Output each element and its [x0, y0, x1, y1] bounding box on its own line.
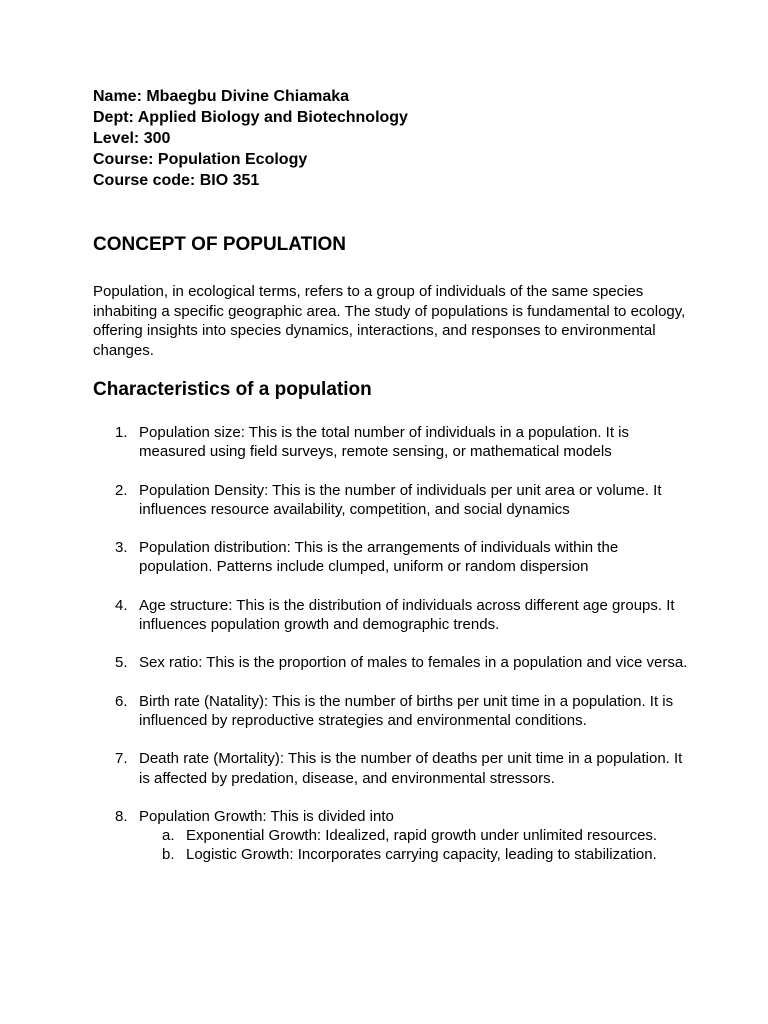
list-item	[93, 481, 693, 520]
list-item	[93, 423, 693, 462]
sub-list-item-text: Logistic Growth: Incorporates carrying capacity, leading to stabilization.	[186, 846, 657, 864]
course-line: Course: Population Ecology	[93, 151, 308, 168]
course-code-line: Course code: BIO 351	[93, 172, 260, 189]
list-item-text: Death rate (Mortality): This is the number of deaths per unit time in a population. It is affected by predation, disease, and environmental stressors.	[139, 750, 683, 787]
document-page	[93, 86, 693, 884]
list-item-text: Population distribution: This is the arrangements of individuals within the population. Patterns include clumped, uniform or random dispersion	[139, 539, 619, 576]
student-name-line: Name: Mbaegbu Divine Chiamaka	[93, 88, 350, 105]
department-line: Dept: Applied Biology and Biotechnology	[93, 109, 408, 126]
section-title: CONCEPT OF POPULATION	[93, 234, 346, 255]
list-item	[93, 538, 693, 577]
list-item-text: Population size: This is the total number of individuals in a population. It is measured using field surveys, remote sensing, or mathematical models	[139, 424, 630, 461]
list-item-number: 3.	[115, 539, 128, 557]
list-item-text: Age structure: This is the distribution of individuals across different age groups. It influences population growth and demographic trends.	[139, 596, 675, 634]
list-item-number: 7.	[115, 750, 128, 768]
list-item-text: Sex ratio: This is the proportion of males to females in a population and vice versa.	[139, 654, 688, 672]
sub-list-item-letter: a.	[162, 827, 175, 845]
characteristics-list	[93, 423, 693, 865]
level-line: Level: 300	[93, 130, 171, 147]
list-item-text: Population Growth: This is divided into	[139, 807, 394, 825]
list-item-number: 2.	[115, 481, 128, 499]
list-item	[93, 749, 693, 788]
sub-list-item-letter: b.	[162, 846, 175, 864]
intro-paragraph: Population, in ecological terms, refers to a group of individuals of the same species inhabiting a specific geographic area. The study of populations is fundamental to ecology, offering insights into species dynamics, interactions, and responses to environmental changes.	[93, 283, 686, 359]
list-item-number: 5.	[115, 654, 128, 672]
list-item-number: 8.	[115, 807, 128, 825]
sub-list-item	[139, 845, 693, 864]
growth-sub-list	[139, 826, 693, 865]
list-item-number: 6.	[115, 692, 128, 710]
list-item	[93, 596, 693, 635]
list-item-number: 1.	[115, 424, 128, 441]
list-item-text: Population Density: This is the number of individuals per unit area or volume. It influences resource availability, competition, and social dynamics	[139, 481, 662, 518]
list-item	[93, 692, 693, 731]
list-item-text: Birth rate (Natality): This is the number of births per unit time in a population. It is influenced by reproductive strategies and environmental conditions.	[139, 692, 674, 729]
sub-list-item	[139, 826, 693, 845]
list-item	[93, 807, 693, 865]
characteristics-heading: Characteristics of a population	[93, 379, 372, 400]
list-item-number: 4.	[115, 596, 128, 614]
list-item	[93, 653, 693, 672]
sub-list-item-text: Exponential Growth: Idealized, rapid growth under unlimited resources.	[186, 827, 658, 845]
student-info-block	[93, 86, 693, 191]
